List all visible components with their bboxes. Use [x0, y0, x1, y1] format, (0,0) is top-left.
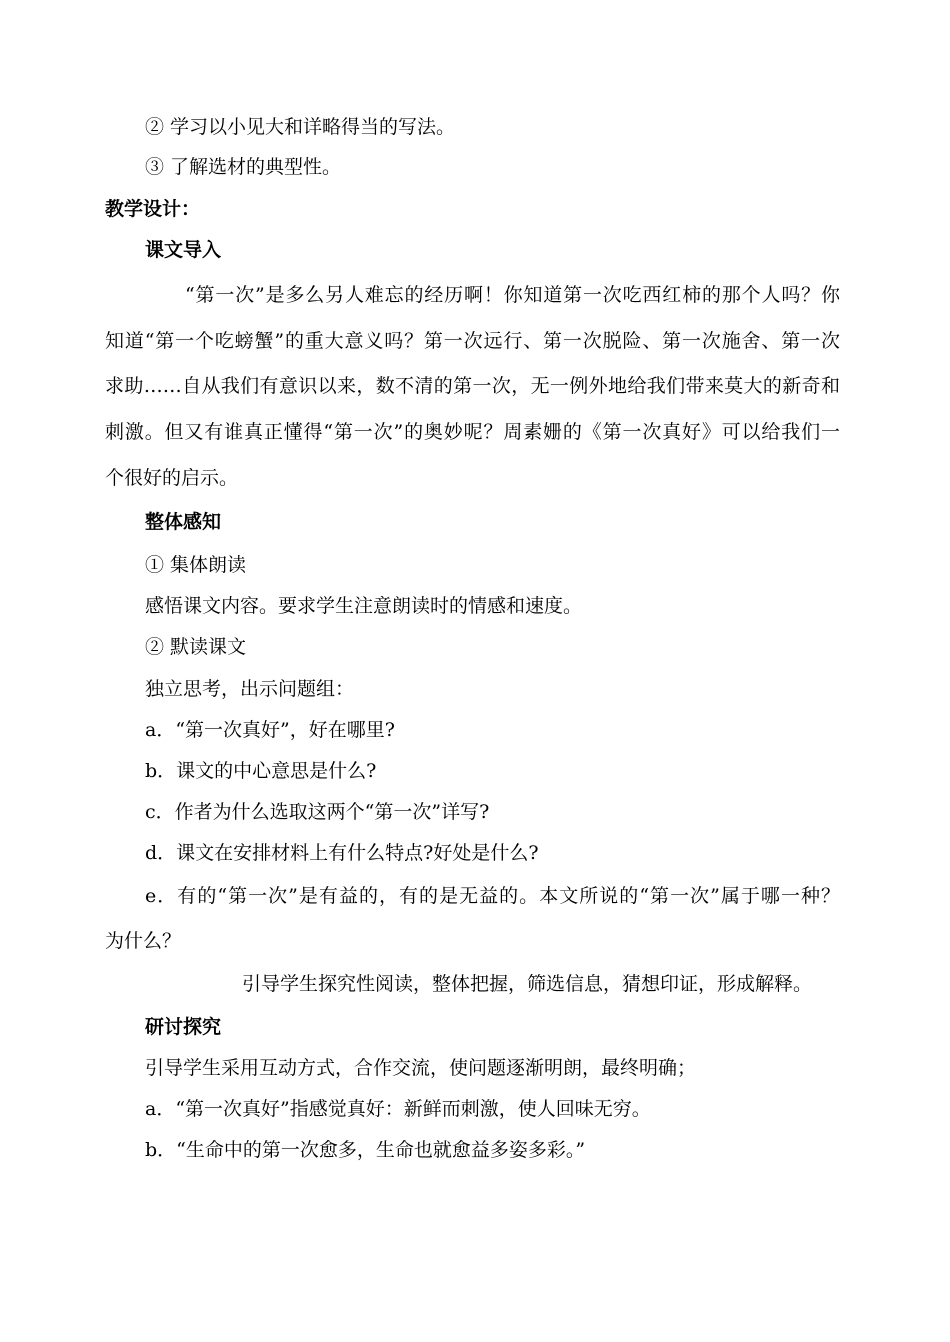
question-item: d．课文在安排材料上有什么特点?好处是什么? — [145, 842, 539, 864]
teaching-design-heading: 教学设计： — [105, 198, 201, 220]
intro-paragraph-line: 知道“第一个吃螃蟹”的重大意义吗？第一次远行、第一次脱险、第一次施舍、第一次 — [105, 330, 840, 352]
explore-item: b．“生命中的第一次愈多，生命也就愈益多姿多彩。” — [145, 1139, 586, 1161]
intro-paragraph-line: 求助……自从我们有意识以来，数不清的第一次，无一例外地给我们带来莫大的新奇和 — [105, 375, 840, 397]
perceive-heading: 整体感知 — [145, 511, 222, 533]
perceive-item: 独立思考，出示问题组： — [145, 678, 355, 700]
question-item: c．作者为什么选取这两个“第一次”详写? — [145, 801, 490, 823]
explore-heading: 研讨探究 — [145, 1016, 222, 1038]
question-item: b．课文的中心意思是什么? — [145, 760, 377, 782]
explore-item: 引导学生采用互动方式，合作交流，使问题逐渐明朗，最终明确； — [145, 1057, 697, 1079]
intro-paragraph-line: 个很好的启示。 — [105, 467, 239, 489]
question-item: e．有的“第一次”是有益的，有的是无益的。本文所说的“第一次”属于哪一种？ — [145, 885, 840, 907]
question-item-continuation: 为什么？ — [105, 930, 182, 952]
objective-line-2: ② 学习以小见大和详略得当的写法。 — [145, 116, 456, 138]
question-item: a．“第一次真好”，好在哪里? — [145, 719, 395, 741]
guidance-note: 引导学生探究性阅读，整体把握，筛选信息，猜想印证，形成解释。 — [242, 973, 813, 995]
intro-paragraph-line: 刺激。但又有谁真正懂得“第一次”的奥妙呢？周素姗的《第一次真好》可以给我们一 — [105, 421, 840, 443]
explore-item: a．“第一次真好”指感觉真好：新鲜而刺激，使人回味无穷。 — [145, 1098, 651, 1120]
objective-line-3: ③ 了解选材的典型性。 — [145, 156, 342, 178]
perceive-item: ② 默读课文 — [145, 636, 247, 658]
intro-heading: 课文导入 — [145, 239, 222, 261]
perceive-item: ① 集体朗读 — [145, 554, 247, 576]
intro-paragraph-line: “第一次”是多么另人难忘的经历啊！你知道第一次吃西红柿的那个人吗？你 — [185, 284, 840, 306]
perceive-item: 感悟课文内容。要求学生注意朗读时的情感和速度。 — [145, 595, 583, 617]
